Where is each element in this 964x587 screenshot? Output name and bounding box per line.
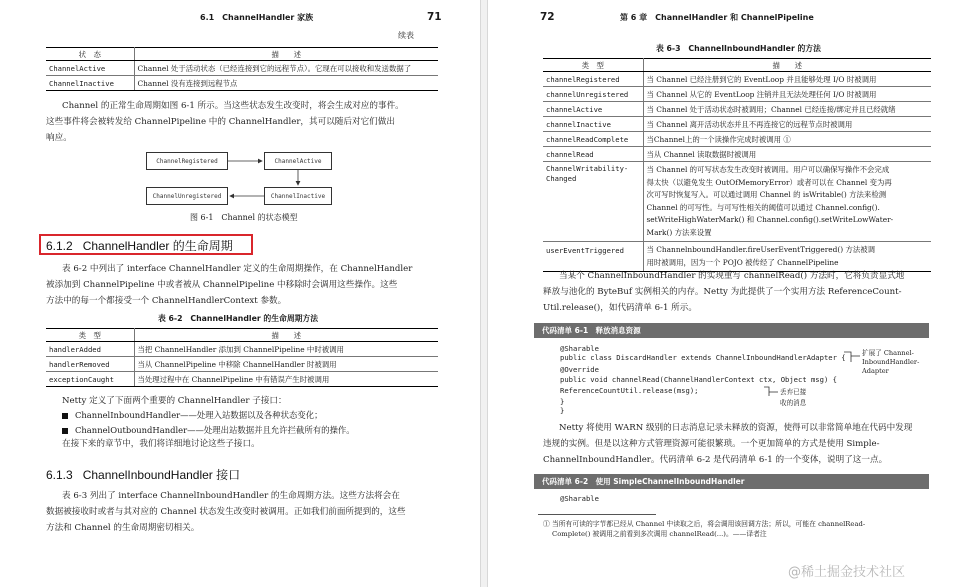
state-active-box: ChannelActive [264,152,332,170]
paragraph: 表 6-3 列出了 interface ChannelInboundHandler 的生命周期方法。这些方法将会在 [62,491,400,501]
table-cell: 当 Channel 已经注册到它的 EventLoop 并且能够处理 I/O 时被调用 [643,72,931,87]
table-cell: exceptionCaught [46,372,134,387]
table-cell: channelRegistered [543,72,643,87]
table-cell: handlerRemoved [46,357,134,372]
paragraph: 当某个 ChannelInboundHandler 的实现重写 channelRead() 方法时，它将负责显式地 [559,271,905,281]
table-cell-text: ChannelWritability- [546,164,629,173]
code-line: public void channelRead(ChannelHandlerContext ctx, Object msg) { [560,375,837,384]
code-listing-title-bar: 代码清单 6-2 使用 SimpleChannelInboundHandler [534,474,929,489]
table-header: 状 态 [46,48,134,61]
section-heading-6-1-2 [46,237,233,254]
table-cell-text: 当 ChannelnboundHandler.fireUserEventTriggered() 方法被调 [646,245,876,254]
page-gutter [480,0,488,587]
code-line: @Sharable [560,344,599,353]
table-cell: 当 Channel 离开活动状态并且不再连接它的远程节点时被调用 [643,117,931,132]
table-cell: channelActive [543,102,643,117]
bullet-square-icon [62,413,68,419]
table-caption: 表 6-2 ChannelHandler 的生命周期方法 [158,314,319,323]
code-listing-title-bar: 代码清单 6-1 释放消息资源 [534,323,929,338]
paragraph: 被添加到 ChannelPipeline 中或者被从 ChannelPipeline 中移除时会调用这些操作。这些 [46,280,398,290]
table-cell: ChannelActive [46,61,134,76]
annotation-line: 丢弃已接 [780,388,807,396]
table-header: 类 型 [543,59,643,72]
paragraph: 数据被接收时或者与其对应的 Channel 状态发生改变时被调用。正如我们前面所提到的，这些 [46,507,406,517]
annotation-line: 收的消息 [780,399,807,407]
watermark: @稀土掘金技术社区 [788,565,906,580]
annotation-line: InboundHandler- [862,358,920,366]
figure-caption: 图 6-1 Channel 的状态模型 [190,213,298,222]
table-header: 描 述 [643,59,931,72]
table-cell: ChannelInactive [46,76,134,91]
table-cell-text: Mark() 方法来设置 [646,227,712,237]
paragraph: 响应。 [46,133,72,143]
table-cell: Channel 没有连接到远程节点 [134,76,438,91]
paragraph: 在接下来的章节中，我们将详细地讨论这些子接口。 [62,439,260,449]
code-line: @Override [560,365,599,374]
footnote [543,519,865,539]
state-inactive-box: ChannelInactive [264,187,332,205]
annotation-line: 扩展了 Channel- [862,349,914,357]
table-continued-label: 续表 [398,31,414,40]
table-header: 类 型 [46,329,134,342]
bullet-item [62,424,355,436]
table-cell-text: setWriteHighWaterMark() 和 Channel.config().setWriteLowWater- [646,215,894,224]
paragraph: 方法中的每一个都接受一个 ChannelHandlerContext 参数。 [46,296,287,306]
table-cell-text: 用时被调用，因为一个 POJO 被传经了 ChannelPipeline [646,257,839,267]
footnote-rule [538,514,656,515]
table-cell: 当从 Channel 读取数据时被调用 [643,147,931,162]
code-line: } [560,397,565,406]
paragraph: 这些事件将会被转发给 ChannelPipeline 中的 ChannelHandler，其可以随后对它们做出 [46,117,395,127]
table-cell-text: 当 Channel 的可写状态发生改变时被调用。用户可以确保写操作不会完成 [646,165,890,174]
table-cell: 当处理过程中在 ChannelPipeline 中有错误产生时被调用 [134,372,438,387]
running-header: 第 6 章 ChannelHandler 和 ChannelPipeline [620,13,814,22]
lifecycle-methods-table [46,328,438,387]
table-cell: channelRead [543,147,643,162]
table-cell: 当从 ChannelPipeline 中移除 ChannelHandler 时被调用 [134,357,438,372]
table-cell-text: 得太快（以避免发生 OutOfMemoryError）或者可以在 Channel 变为再 [646,177,892,187]
left-page [0,0,480,587]
table-row [46,342,438,357]
table-cell: channelUnregistered [543,87,643,102]
code-line: } [560,406,565,415]
state-unregistered-box: ChannelUnregistered [146,187,228,205]
table-row [46,357,438,372]
section-heading-6-1-3 [46,466,240,483]
code-annotation [780,387,806,409]
table-cell: channelInactive [543,117,643,132]
bullet-text: ChannelInboundHandler——处理入站数据以及各种状态变化； [75,410,323,420]
table-cell: Channel 处于活动状态（已经连接到它的远程节点）。它现在可以接收和发送数据了 [134,61,438,76]
table-header: 描 述 [134,329,438,342]
table-cell: 当 Channel 处于活动状态时被调用；Channel 已经连接/绑定并且已经就绪 [643,102,931,117]
paragraph: ChannelInboundHandler。代码清单 6-2 是代码清单 6-1 的一个变体，说明了这一点。 [543,455,888,465]
paragraph: 表 6-2 中列出了 interface ChannelHandler 定义的生命周期操作，在 ChannelHandler [62,264,413,274]
paragraph: 违规的实例。但是以这种方式管理资源可能很繁琐。一个更加简单的方式是使用 Simple- [543,439,880,449]
paragraph: Util.release()，如代码清单 6-1 所示。 [543,303,697,313]
page-number: 71 [427,11,442,23]
section-title: ChannelInboundHandler 接口 [82,468,241,482]
paragraph: 方法和 Channel 的生命周期密切相关。 [46,523,200,533]
running-header: 6.1 ChannelHandler 家族 [200,13,314,22]
table-header: 描 述 [134,48,438,61]
paragraph: Channel 的正常生命周期如图 6-1 所示。当这些状态发生改变时，将会生成对应的事件。 [62,101,404,111]
section-number: 6.1.3 [46,468,73,482]
paragraph: Netty 将使用 WARN 级别的日志消息记录未释放的资源，使得可以非常简单地在代码中发现 [559,423,913,433]
section-number: 6.1.2 [46,239,73,253]
footnote-line: ① 当所有可读的字节都已经从 Channel 中读取之后，将会调用该回调方法；所以，可能在 channelRead- [543,520,866,528]
table-cell: 当 Channel 从它的 EventLoop 注销并且无法处理任何 I/O 时被调用 [643,87,931,102]
table-cell: 当把 ChannelHandler 添加到 ChannelPipeline 中时被调用 [134,342,438,357]
footnote-line: Complete() 被调用之前看到多次调用 channelRead(...)。——译者注 [552,530,767,538]
table-cell-text: Changed [546,174,577,183]
table-caption: 表 6-3 ChannelInboundHandler 的方法 [656,44,821,53]
diagram-arrows [0,0,480,240]
table-cell: userEventTriggered [543,242,643,272]
table-row [46,372,438,387]
annotation-line: Adapter [862,367,889,375]
code-line: public class DiscardHandler extends ChannelInboundHandlerAdapter { [560,353,846,362]
paragraph: Netty 定义了下面两个重要的 ChannelHandler 子接口： [62,396,287,406]
table-cell: handlerAdded [46,342,134,357]
code-annotation [862,349,919,376]
bullet-item [62,409,323,421]
table-cell: 当Channel上的一个读操作完成时被调用 ① [643,132,931,147]
page-number: 72 [540,11,555,23]
code-line: @Sharable [560,494,599,503]
table-cell-text: 次可写时恢复写入。可以通过调用 Channel 的 isWritable() 方法来检测 [646,190,887,199]
table-cell: channelReadComplete [543,132,643,147]
state-registered-box: ChannelRegistered [146,152,228,170]
paragraph: 释放与池化的 ByteBuf 实例相关的内存。Netty 为此提供了一个实用方法 ReferenceCount- [543,287,902,297]
right-page [488,0,964,587]
code-line: ReferenceCountUtil.release(msg); [560,386,699,395]
bullet-text: ChannelOutboundHandler——处理出站数据并且允许拦截所有的操作。 [75,425,355,435]
bullet-square-icon [62,428,68,434]
section-title: ChannelHandler 的生命周期 [82,239,233,253]
table-cell-text: Channel 的可写性。与可写性相关的阈值可以通过 Channel.config(). [646,202,880,212]
